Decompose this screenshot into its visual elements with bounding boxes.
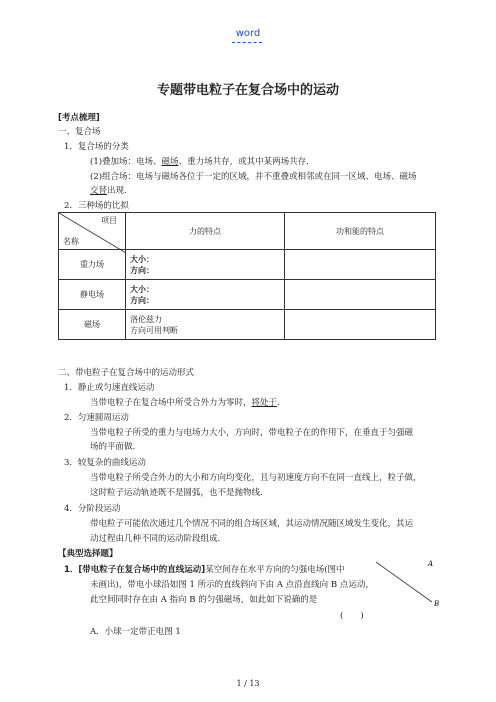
s1-line3: (2)组合场：电场与磁场各位于一定的区域，并不重叠或相邻或在同一区域、电场、磁场	[90, 172, 417, 182]
s2-item1b: ．	[277, 398, 286, 408]
table-header-row	[59, 213, 436, 250]
s2-item2-text1: 当带电粒子所受的重力与电场力大小，方向时，带电粒子在的作用下，在垂直于匀强磁	[90, 428, 414, 438]
s1-line4b: 出现．	[107, 186, 133, 196]
header-word[interactable]: word	[235, 28, 261, 39]
row-force-a: 洛伦兹力	[130, 314, 162, 324]
s2-item1-text	[90, 397, 286, 409]
row-force-b: 方向：	[130, 265, 154, 275]
col-force: 力的特点	[126, 213, 285, 250]
page-title: 专题带电粒子在复合场中的运动	[156, 83, 339, 98]
comparison-table	[58, 212, 436, 340]
s2-item3-text1: 当带电粒子所受合外力的大小和方向均变化，且与初速度方向不在同一直线上，粒子做，	[90, 473, 422, 483]
s1-line2-underlined: 磁场	[161, 157, 179, 167]
row-force-a: 大小：	[130, 254, 154, 264]
s1-line4-underlined: 交替	[90, 186, 108, 196]
row-force	[126, 250, 285, 280]
table-row	[59, 250, 436, 280]
s2-item3: 3．较复杂的曲线运动	[64, 458, 146, 468]
row-force-a: 大小：	[130, 284, 154, 294]
s1-line2	[90, 156, 315, 168]
section-1-heading: 一、复合场	[58, 127, 101, 137]
header-name-label: 名称	[63, 237, 79, 246]
s2-item1: 1．静止或匀速直线运动	[64, 383, 155, 393]
q1-line1-text: 某空间存在水平方向的匀强电场(图中	[205, 565, 345, 575]
s2-item1a: 当带电粒子在复合场中所受合外力为零时，	[90, 398, 252, 408]
row-force-b: 方向：	[130, 295, 154, 305]
q1-line1	[64, 564, 345, 576]
section-2-heading: 二、带电粒子在复合场中的运动形式	[58, 368, 195, 378]
section-3-heading: 【典型选择题】	[58, 549, 118, 559]
row-force	[126, 280, 285, 310]
row-energy	[285, 310, 436, 340]
q1-tag: 1．[带电粒子在复合场中的直线运动]	[64, 565, 206, 575]
row-energy	[285, 280, 436, 310]
figure-label-a: A	[428, 560, 434, 568]
figure-line	[376, 562, 432, 602]
table-row	[59, 310, 436, 340]
row-force	[126, 310, 285, 340]
figure-1-diagram	[372, 556, 442, 612]
table-diagonal-header	[59, 213, 126, 250]
kaodian-heading: [考点梳理]	[58, 113, 100, 123]
q1-option-a: A．小球一定带正电图 1	[90, 627, 181, 637]
s2-item2-text2: 场的平面做．	[90, 442, 142, 452]
s1-line1: 1．复合场的分类	[64, 142, 129, 152]
s2-item1-underlined: 将处于	[251, 398, 278, 408]
q1-line2: 未画出)，带电小球沿如图 1 所示的直线斜向下由 A 点沿直线向 B 点运动，	[90, 580, 374, 590]
s2-item2: 2．匀速圆周运动	[64, 413, 129, 423]
s1-line2b: 、重力场共存，或其中某两场共存．	[178, 157, 315, 167]
row-force-b: 方向可用判断	[130, 325, 178, 335]
s1-line4	[90, 185, 133, 197]
row-name: 磁场	[59, 310, 126, 340]
s2-item4: 4．分阶段运动	[64, 504, 121, 514]
s2-item4-text1: 带电粒子可能依次通过几个情况不同的组合场区域，其运动情况随区域发生变化，其运	[90, 519, 414, 529]
figure-label-b: B	[434, 600, 440, 608]
s1-line5: 2．三种场的比拟	[64, 201, 129, 211]
row-name: 静电场	[59, 280, 126, 310]
s2-item4-text2: 动过程由几种不同的运动阶段组成．	[90, 534, 227, 544]
answer-paren: ( )	[340, 611, 364, 621]
page-number: 1 / 13	[236, 679, 260, 688]
row-name: 重力场	[59, 250, 126, 280]
header-underline	[232, 42, 262, 43]
s1-line2a: (1)叠加场：电场、	[90, 157, 162, 167]
table-row	[59, 280, 436, 310]
row-energy	[285, 250, 436, 280]
q1-line3: 此空间同时存在由 A 指向 B 的匀强磁场，如此如下说确的是	[90, 595, 318, 605]
s2-item3-text2: 这时粒子运动轨迹既不是圆弧，也不是抛物线．	[90, 488, 269, 498]
col-energy: 功和能的特点	[285, 213, 436, 250]
header-item-label: 项目	[101, 216, 117, 225]
